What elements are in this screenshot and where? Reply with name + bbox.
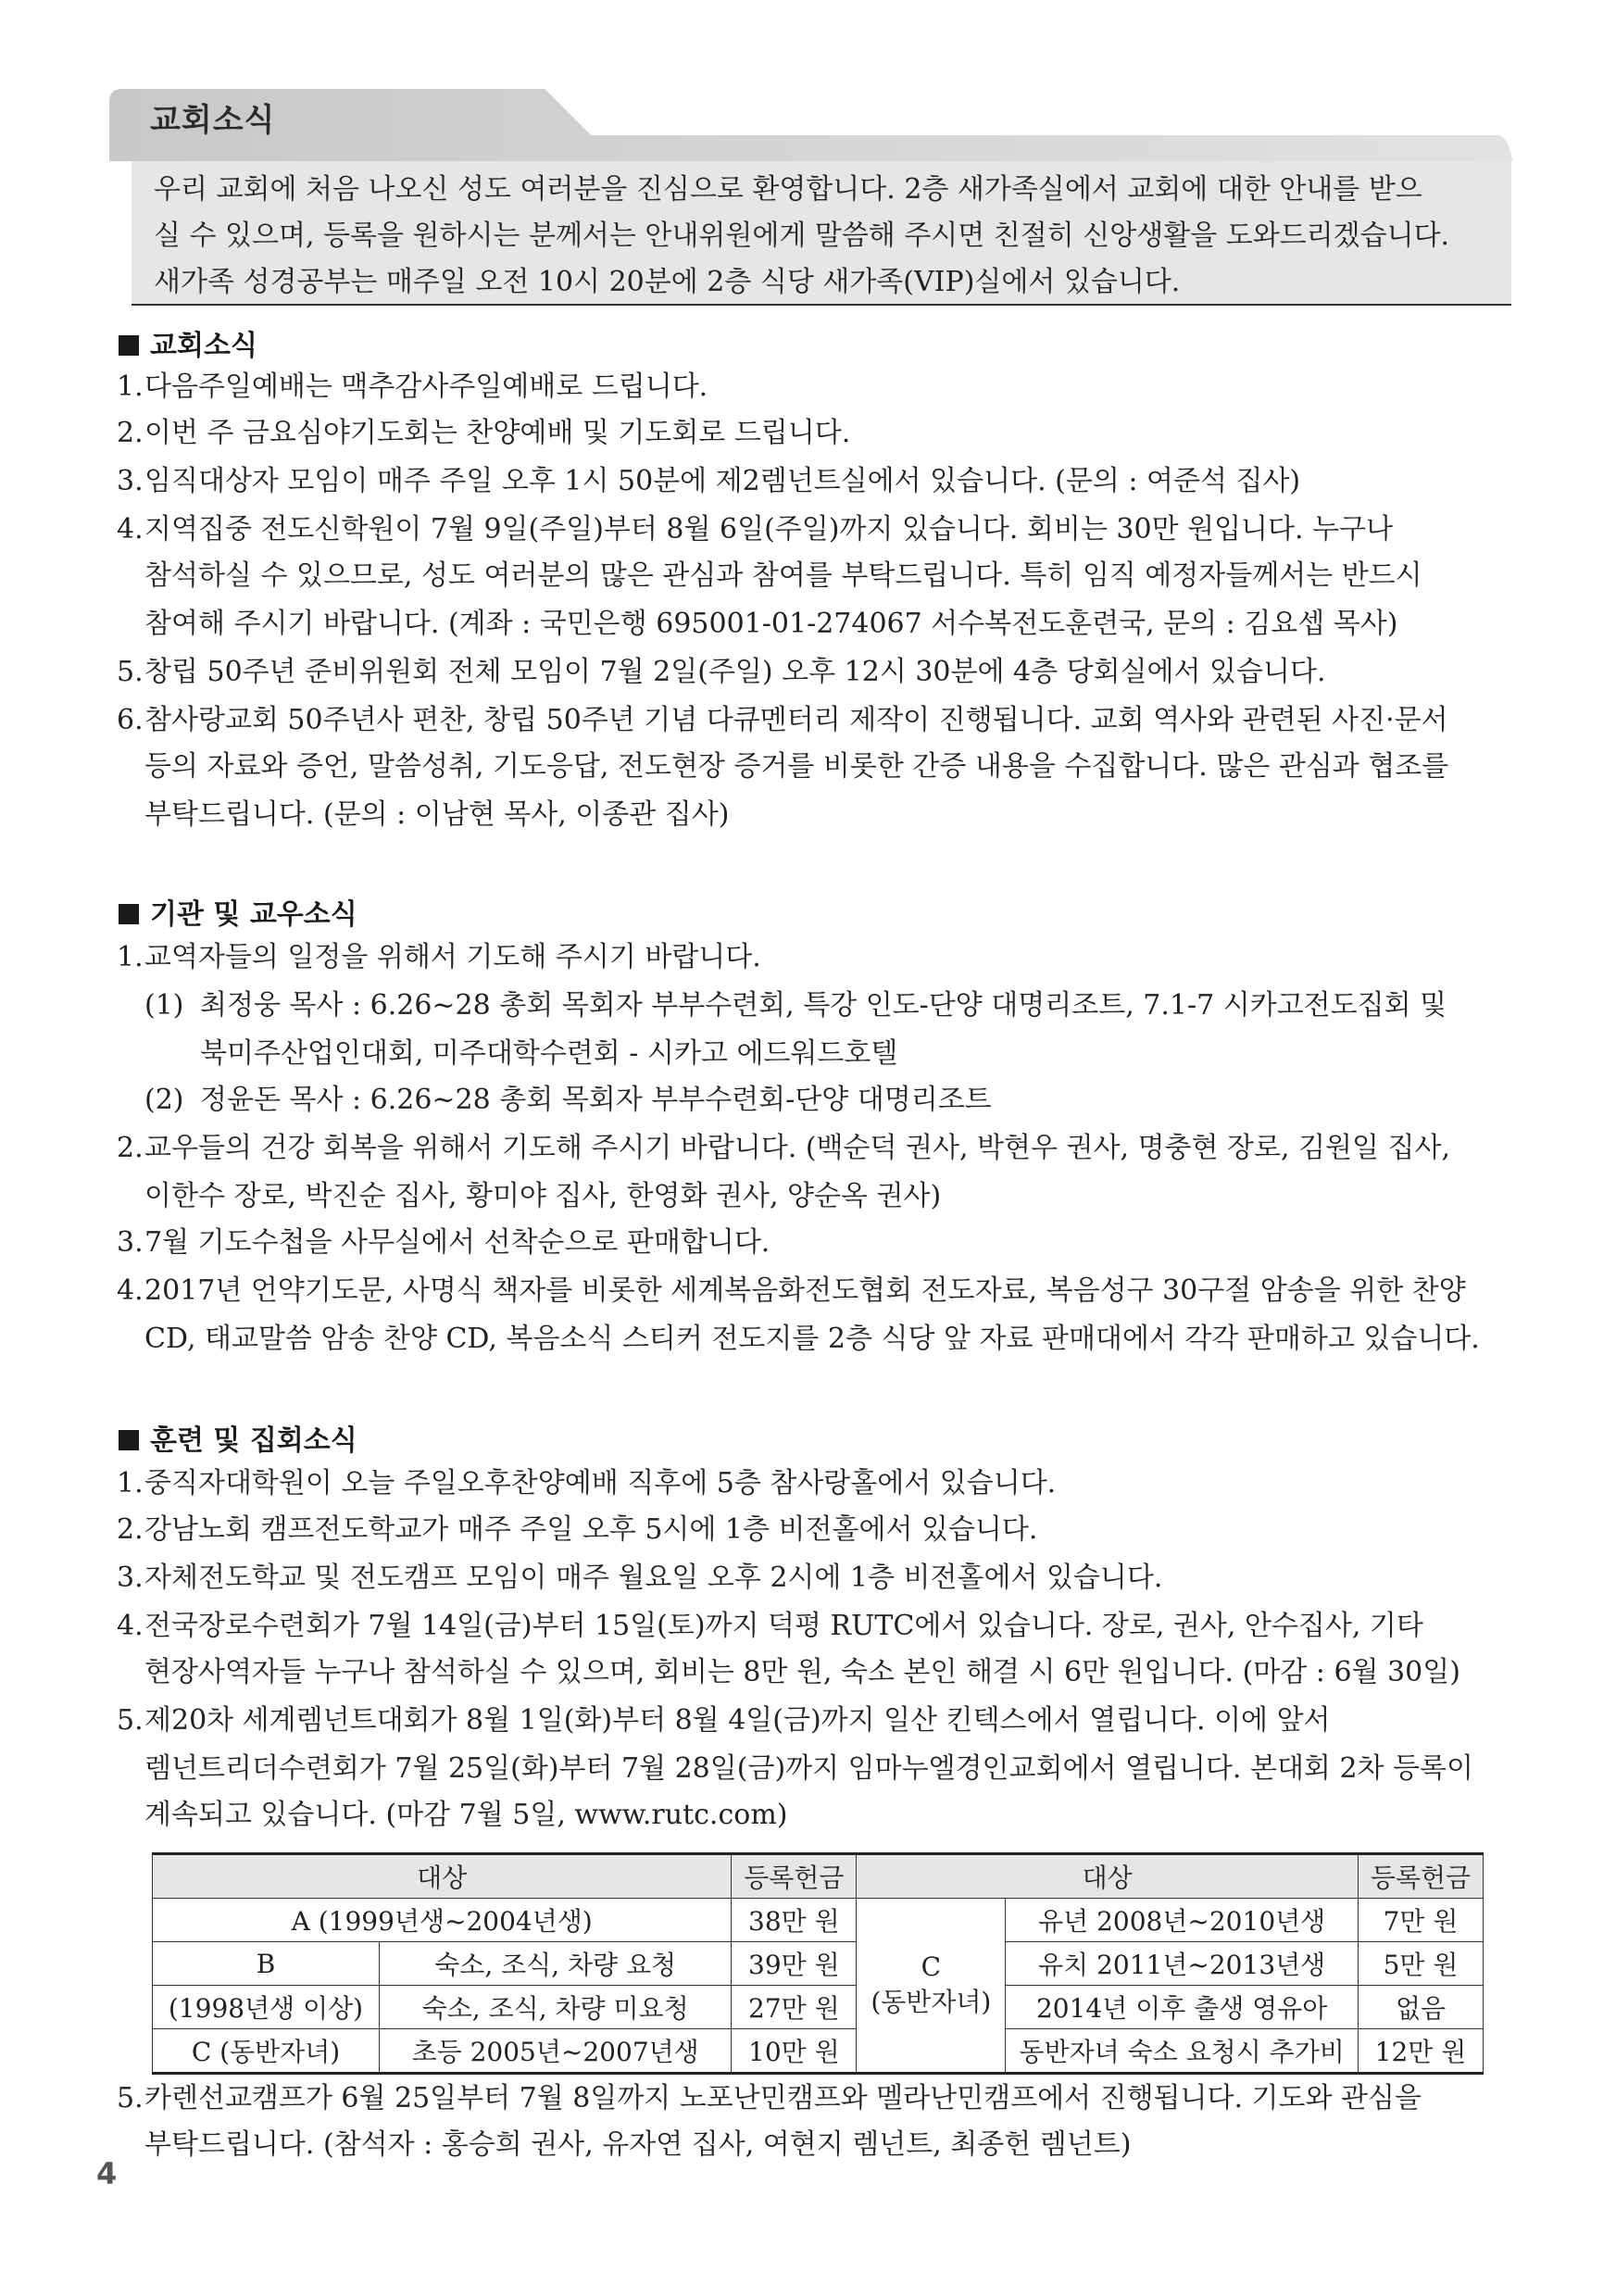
sub-item-number: (1) (144, 989, 184, 1022)
item-number: 2. (117, 417, 144, 449)
table-cell: 38만 원 (732, 1899, 857, 1942)
table-cell: 12만 원 (1359, 2029, 1484, 2074)
table-row (153, 1899, 1484, 1942)
table-cell: 2014년 이후 출생 영유아 (1006, 1986, 1359, 2029)
list-item: 2017년 언약기도문, 사명식 책자를 비롯한 세계복음화전도협회 전도자료, 복음성구 30구절 암송을 위한 찬양 (144, 1274, 1466, 1307)
item-number: 1. (117, 941, 144, 973)
item-number: 6. (117, 704, 144, 736)
item-number: 5. (117, 656, 144, 688)
list-item: 이번 주 금요심야기도회는 찬양예배 및 기도회로 드립니다. (144, 417, 851, 449)
item-number: 4. (117, 513, 144, 546)
table-cell: A (1999년생~2004년생) (153, 1899, 732, 1942)
list-item: 자체전도학교 및 전도캠프 모임이 매주 월요일 오후 2시에 1층 비전홀에서 있습니다. (144, 1562, 1163, 1594)
section-heading-church-news: 교회소식 (119, 322, 257, 363)
table-cell: 39만 원 (732, 1942, 857, 1986)
list-item: 현장사역자들 누구나 참석하실 수 있으며, 회비는 8만 원, 숙소 본인 해결 시 6만 원입니다. (마감 : 6월 30일) (144, 1656, 1460, 1688)
list-item: 이한수 장로, 박진순 집사, 황미야 집사, 한영화 권사, 양순옥 권사) (144, 1180, 942, 1212)
table-cell: (1998년생 이상) (153, 1986, 380, 2029)
sub-item: 정윤돈 목사 : 6.26~28 총회 목회자 부부수련회-단양 대명리조트 (200, 1084, 992, 1116)
welcome-line: 새가족 성경공부는 매주일 오전 10시 20분에 2층 식당 새가족(VIP)실에서 있습니다. (154, 266, 1181, 298)
table-cell: 10만 원 (732, 2029, 857, 2074)
table-cell: 유치 2011년~2013년생 (1006, 1942, 1359, 1986)
item-number: 5. (117, 2082, 144, 2114)
registration-fee-table (152, 1852, 1484, 2075)
list-item: 부탁드립니다. (문의 : 이남현 목사, 이종관 집사) (144, 798, 730, 831)
header-tab (109, 82, 1512, 161)
table-cell-line: C (921, 1951, 942, 1982)
list-item: CD, 태교말씀 암송 찬양 CD, 복음소식 스티커 전도지를 2층 식당 앞 자료 판매대에서 각각 판매하고 있습니다. (144, 1323, 1480, 1355)
table-cell: 5만 원 (1359, 1942, 1484, 1986)
table-header-row (153, 1854, 1484, 1899)
sub-item-number: (2) (144, 1084, 184, 1116)
list-item: 계속되고 있습니다. (마감 7월 5일, www.rutc.com) (144, 1799, 788, 1831)
list-item: 등의 자료와 증언, 말씀성취, 기도응답, 전도현장 증거를 비롯한 간증 내용을 수집합니다. 많은 관심과 협조를 (144, 750, 1449, 783)
section-title: 교회소식 (150, 102, 276, 139)
welcome-box (132, 161, 1511, 306)
welcome-line: 실 수 있으며, 등록을 원하시는 분께서는 안내위원에게 말씀해 주시면 친절히 신앙생활을 도와드리겠습니다. (154, 220, 1450, 252)
item-number: 3. (117, 1562, 144, 1594)
table-cell: 7만 원 (1359, 1899, 1484, 1942)
item-number: 4. (117, 1274, 144, 1307)
table-row (153, 1986, 1484, 2029)
table-header: 대상 (857, 1854, 1359, 1899)
table-cell: 초등 2005년~2007년생 (380, 2029, 732, 2074)
table-cell (857, 1899, 1006, 2074)
item-number: 1. (117, 1467, 144, 1499)
square-bullet-icon (119, 335, 139, 356)
section-heading-training-news: 훈련 및 집회소식 (119, 1417, 357, 1458)
table-row (153, 1942, 1484, 1986)
table-cell: 숙소, 조식, 차량 요청 (380, 1942, 732, 1986)
list-item: 참여해 주시기 바랍니다. (계좌 : 국민은행 695001-01-274067 서수복전도훈련국, 문의 : 김요셉 목사) (144, 608, 1398, 640)
item-number: 1. (117, 370, 144, 403)
list-item: 다음주일예배는 맥추감사주일예배로 드립니다. (144, 370, 708, 403)
list-item: 전국장로수련회가 7월 14일(금)부터 15일(토)까지 덕평 RUTC에서 있습니다. 장로, 권사, 안수집사, 기타 (144, 1610, 1423, 1642)
list-item: 부탁드립니다. (참석자 : 홍승희 권사, 유자연 집사, 여현지 렘넌트, 최종헌 렘넌트) (144, 2128, 1132, 2161)
welcome-line: 우리 교회에 처음 나오신 성도 여러분을 진심으로 환영합니다. 2층 새가족실에서 교회에 대한 안내를 받으 (154, 173, 1422, 206)
table-row (153, 2029, 1484, 2074)
list-item: 렘넌트리더수련회가 7월 25일(화)부터 7월 28일(금)까지 임마누엘경인교회에서 열립니다. 본대회 2차 등록이 (144, 1752, 1473, 1785)
list-item: 지역집중 전도신학원이 7월 9일(주일)부터 8월 6일(주일)까지 있습니다. 회비는 30만 원입니다. 누구나 (144, 513, 1394, 546)
item-number: 5. (117, 1704, 144, 1737)
item-number: 2. (117, 1132, 144, 1164)
list-item: 참석하실 수 있으므로, 성도 여러분의 많은 관심과 참여를 부탁드립니다. 특히 임직 예정자들께서는 반드시 (144, 559, 1422, 592)
list-item: 중직자대학원이 오늘 주일오후찬양예배 직후에 5층 참사랑홀에서 있습니다. (144, 1467, 1057, 1499)
sub-item: 최정웅 목사 : 6.26~28 총회 목회자 부부수련회, 특강 인도-단양 대명리조트, 7.1-7 시카고전도집회 및 (200, 989, 1447, 1022)
square-bullet-icon (119, 904, 139, 924)
page-number: 4 (96, 2156, 118, 2191)
list-item: 제20차 세계렘넌트대회가 8월 1일(화)부터 8월 4일(금)까지 일산 킨텍스에서 열립니다. 이에 앞서 (144, 1704, 1331, 1737)
list-item: 참사랑교회 50주년사 편찬, 창립 50주년 기념 다큐멘터리 제작이 진행됩니다. 교회 역사와 관련된 사진·문서 (144, 704, 1448, 736)
section-heading-org-news: 기관 및 교우소식 (119, 891, 357, 932)
item-number: 4. (117, 1610, 144, 1642)
list-item: 임직대상자 모임이 매주 주일 오후 1시 50분에 제2렘넌트실에서 있습니다. (문의 : 여준석 집사) (144, 465, 1301, 497)
item-number: 3. (117, 1226, 144, 1259)
list-item: 카렌선교캠프가 6월 25일부터 7월 8일까지 노포난민캠프와 멜라난민캠프에서 진행됩니다. 기도와 관심을 (144, 2082, 1422, 2114)
header-tab-shape (109, 82, 1512, 161)
table-cell: 동반자녀 숙소 요청시 추가비 (1006, 2029, 1359, 2074)
item-number: 3. (117, 465, 144, 497)
square-bullet-icon (119, 1430, 139, 1450)
sub-item: 북미주산업인대회, 미주대학수련회 - 시카고 에드워드호텔 (200, 1037, 898, 1070)
list-item: 7월 기도수첩을 사무실에서 선착순으로 판매합니다. (144, 1226, 770, 1259)
list-item: 창립 50주년 준비위원회 전체 모임이 7월 2일(주일) 오후 12시 30분에 4층 당회실에서 있습니다. (144, 656, 1326, 688)
table-header: 등록헌금 (732, 1854, 857, 1899)
list-item: 교우들의 건강 회복을 위해서 기도해 주시기 바랍니다. (백순덕 권사, 박현우 권사, 명충현 장로, 김원일 집사, (144, 1132, 1451, 1164)
table-cell: 유년 2008년~2010년생 (1006, 1899, 1359, 1942)
table-cell-line: (동반자녀) (871, 1987, 992, 2017)
list-item: 교역자들의 일정을 위해서 기도해 주시기 바랍니다. (144, 941, 761, 973)
table-cell: 27만 원 (732, 1986, 857, 2029)
table-header: 등록헌금 (1359, 1854, 1484, 1899)
table-cell: 없음 (1359, 1986, 1484, 2029)
table-cell: B (153, 1942, 380, 1986)
table-header: 대상 (153, 1854, 732, 1899)
table-cell: 숙소, 조식, 차량 미요청 (380, 1986, 732, 2029)
item-number: 2. (117, 1513, 144, 1546)
table-cell: C (동반자녀) (153, 2029, 380, 2074)
list-item: 강남노회 캠프전도학교가 매주 주일 오후 5시에 1층 비전홀에서 있습니다. (144, 1513, 1038, 1546)
